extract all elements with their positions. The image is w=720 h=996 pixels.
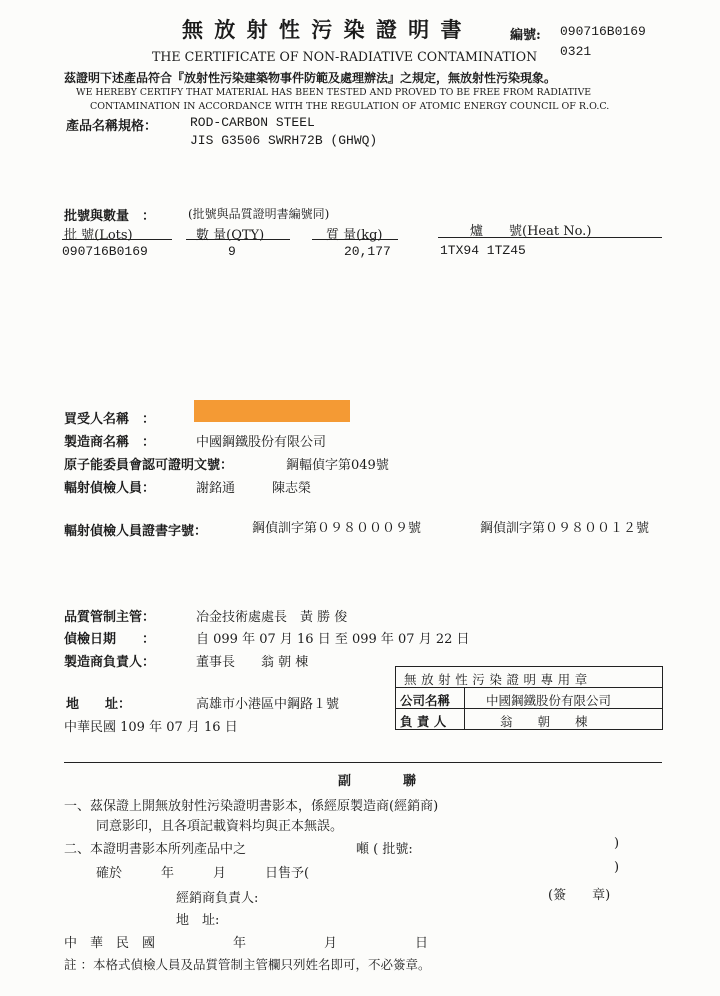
- weight-value: 20,177: [344, 244, 391, 259]
- cert-no-label: 輻射偵檢人員證書字號：: [64, 524, 208, 539]
- lot-header-underline-4: [438, 237, 662, 238]
- certify-text-en-1: WE HEREBY CERTIFY THAT MATERIAL HAS BEEN TESTED AND PROVED TO BE FREE FROM RADIATIVE: [76, 87, 592, 98]
- copy-item-1b: 同意影印，且各項記載資料均與正本無誤。: [96, 819, 344, 834]
- footnote: 註 ：本格式偵檢人員及品質管制主管欄只列姓名即可，不必簽章。: [64, 957, 431, 972]
- inspector-label: 輻射偵檢人員：: [64, 481, 156, 496]
- maker-label: 製造商名稱 ：: [64, 435, 156, 450]
- serial-number-suffix: 0321: [560, 44, 592, 59]
- buyer-label: 買受人名稱 ：: [64, 412, 156, 427]
- seal-person-value: 翁 朝 棟: [500, 714, 588, 729]
- product-spec: JIS G3506 SWRH72B (GHWQ): [190, 133, 378, 148]
- serial-label: 編號:: [510, 28, 541, 43]
- seal-title: 無 放 射 性 污 染 證 明 專 用 章: [404, 672, 588, 687]
- inspector-1: 謝銘通: [196, 481, 236, 496]
- qc-value: 冶金技術處處長 黃 勝 俊: [196, 610, 348, 625]
- title-zh: 無 放 射 性 污 染 證 明 書: [182, 17, 464, 42]
- seal-company-label: 公司名稱: [400, 693, 451, 708]
- copy-title: 副 聯: [338, 774, 417, 789]
- cert-no-1: 鋼偵訓字第０９８０００９號: [252, 521, 422, 536]
- copy-paren-close-1: ): [614, 836, 620, 851]
- inspector-2: 陳志榮: [272, 481, 312, 496]
- seal-column-divider: [464, 687, 465, 730]
- address-value: 高雄市小港區中鋼路１號: [196, 697, 340, 712]
- copy-address: 地 址:: [176, 913, 220, 928]
- lot-header-qty: 數 量(QTY): [196, 228, 265, 243]
- title-en: THE CERTIFICATE OF NON-RADIATIVE CONTAMINATION: [152, 50, 538, 65]
- cert-no-2: 鋼偵訓字第０９８００１２號: [480, 521, 650, 536]
- lot-header-lot: 批 號(Lots): [64, 228, 133, 243]
- lot-header-heat: 爐 號(Heat No.): [470, 224, 592, 239]
- lot-header-weight: 質 量(kg): [326, 228, 383, 243]
- serial-number: 090716B0169: [560, 24, 646, 39]
- aec-value: 鋼輻偵字第049號: [286, 458, 389, 473]
- representative-value: 董事長 翁 朝 棟: [196, 655, 309, 670]
- copy-paren-close-2: ): [614, 860, 620, 875]
- seal-company-value: 中國鋼鐵股份有限公司: [486, 693, 612, 708]
- product-label: 產品名稱規格：: [66, 119, 158, 134]
- maker-value: 中國鋼鐵股份有限公司: [196, 435, 327, 450]
- lot-label: 批號與數量 ：: [64, 209, 156, 224]
- copy-date-line: 中 華 民 國 年 月 日: [64, 936, 429, 951]
- product-name: ROD-CARBON STEEL: [190, 115, 315, 130]
- issue-date: 中華民國 109 年 07 月 16 日: [64, 720, 238, 735]
- lot-header-underline-1: [62, 239, 172, 240]
- inspection-date-value: 自 099 年 07 月 16 日 至 099 年 07 月 22 日: [196, 632, 470, 647]
- copy-item-2-ton: 噸 ( 批號:: [356, 842, 413, 857]
- certify-text-zh: 茲證明下述產品符合『放射性污染建築物事件防範及處理辦法』之規定，無放射性污染現象。: [64, 71, 557, 85]
- representative-label: 製造商負責人：: [64, 655, 156, 670]
- lot-header-underline-3: [312, 239, 398, 240]
- aec-label: 原子能委員會認可證明文號：: [64, 458, 234, 473]
- address-label: 地 址：: [66, 697, 132, 712]
- copy-sign: (簽 章): [548, 888, 611, 903]
- lot-header-underline-2: [186, 239, 290, 240]
- seal-person-label: 負 責 人: [400, 714, 447, 729]
- copy-separator: [64, 762, 662, 763]
- qc-label: 品質管制主管：: [64, 610, 156, 625]
- copy-sold-to: 確於 年 月 日售予(: [96, 866, 310, 881]
- copy-item-1a: 一、茲保證上開無放射性污染證明書影本，係經原製造商(經銷商): [64, 799, 439, 814]
- copy-dealer-rep: 經銷商負責人:: [176, 891, 259, 906]
- certify-text-en-2: CONTAMINATION IN ACCORDANCE WITH THE REGULATION OF ATOMIC ENERGY COUNCIL OF R.O.C.: [90, 101, 610, 112]
- qty-value: 9: [228, 244, 236, 259]
- lot-value: 090716B0169: [62, 244, 148, 259]
- buyer-name-redaction: [194, 400, 350, 422]
- copy-item-2: 二、本證明書影本所列產品中之: [64, 842, 247, 857]
- inspection-date-label: 偵檢日期 ：: [64, 632, 156, 647]
- heat-value: 1TX94 1TZ45: [440, 243, 526, 258]
- lot-note: (批號與品質證明書編號同): [188, 207, 330, 221]
